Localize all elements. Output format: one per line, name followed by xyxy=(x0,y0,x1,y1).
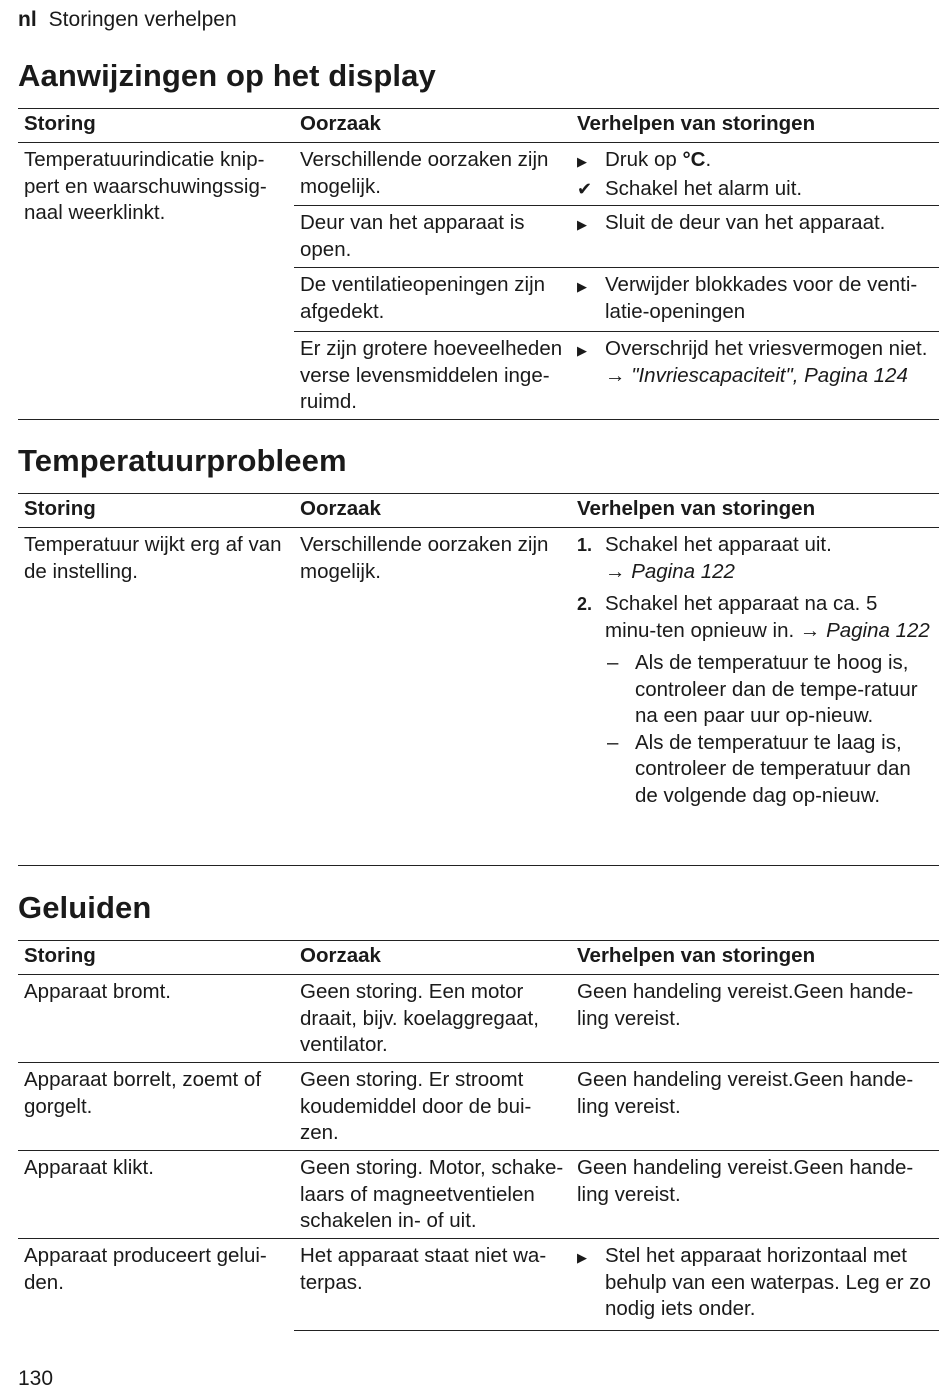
dash-bullet: – xyxy=(607,651,619,674)
step-number: 1. xyxy=(577,535,593,555)
col-storing: Storing xyxy=(18,109,294,143)
page-header xyxy=(18,8,237,32)
col-oorzaak: Oorzaak xyxy=(294,494,571,528)
cause-cell: De ventilatieopeningen zijn afgedekt. xyxy=(294,268,571,332)
cause-cell: Geen storing. Motor, schake-laars of magneetventielen schakelen in- of uit. xyxy=(294,1151,571,1239)
sub-item: Als de temperatuur te laag is, controleer de temperatuur dan de volgende dag op-nieuw. xyxy=(635,730,911,807)
table-temperatuur xyxy=(18,493,939,866)
page-reference-link[interactable]: → Pagina 122 xyxy=(605,559,735,583)
section-title: Storingen verhelpen xyxy=(48,8,237,31)
arrow-right-icon: → xyxy=(605,363,632,387)
storing-cell: Apparaat borrelt, zoemt of gorgelt. xyxy=(18,1063,294,1151)
action-cell: ▶ Druk op °C. ✔ Schakel het alarm uit. xyxy=(571,143,939,206)
cause-cell: Verschillende oorzaken zijn mogelijk. xyxy=(294,143,571,206)
cause-cell: Deur van het apparaat is open. xyxy=(294,206,571,268)
heading-geluiden: Geluiden xyxy=(18,890,152,925)
col-storing: Storing xyxy=(18,941,294,975)
page-number: 130 xyxy=(18,1367,54,1390)
sub-item: Als de temperatuur te hoog is, controleer dan de tempe-ratuur na een paar uur op-nieuw. xyxy=(635,651,918,727)
action-cell: ▶ Sluit de deur van het apparaat. xyxy=(571,206,939,268)
storing-cell: Apparaat produceert gelui-den. xyxy=(24,1244,267,1294)
arrow-right-icon: → xyxy=(605,559,632,583)
table-display xyxy=(18,108,939,420)
triangle-bullet-icon: ▶ xyxy=(577,217,587,232)
triangle-bullet-icon: ▶ xyxy=(577,279,587,294)
cause-cell: Het apparaat staat niet wa-terpas. xyxy=(294,1239,571,1331)
cause-cell: Geen storing. Een motor draait, bijv. koelaggregaat, ventilator. xyxy=(294,975,571,1063)
arrow-right-icon: → xyxy=(794,618,827,642)
action-cell: 1. Schakel het apparaat uit. → Pagina 122 2. Schakel het apparaat na ca. 5 minu-ten opnieuw in. → Pagina 122 – Als de temperatuur te hoog is, controleer dan de tempe-ratuur na een paar uur op-nieuw. – Als de temperatuur te laag is, controleer de temperatuur dan de volgende dag op-nieuw. xyxy=(571,528,939,866)
cause-cell: Er zijn grotere hoeveelheden verse levensmiddelen inge-ruimd. xyxy=(294,332,571,420)
storing-cell: Apparaat klikt. xyxy=(18,1151,294,1239)
storing-cell: Apparaat bromt. xyxy=(18,975,294,1063)
page-reference-link[interactable]: → "Invriescapaciteit", Pagina 124 xyxy=(605,363,908,387)
action-cell: Geen handeling vereist.Geen hande-ling vereist. xyxy=(571,975,939,1063)
action-cell: Geen handeling vereist.Geen hande-ling vereist. xyxy=(571,1151,939,1239)
col-verhelpen: Verhelpen van storingen xyxy=(571,494,939,528)
degree-celsius-key: °C xyxy=(682,148,706,171)
action-cell: ▶ Stel het apparaat horizontaal met behulp van een waterpas. Leg er zo nodig iets onder. xyxy=(571,1239,939,1331)
action-cell: ▶ Verwijder blokkades voor de venti-latie-openingen xyxy=(571,268,939,332)
heading-temperatuur: Temperatuurprobleem xyxy=(18,443,347,478)
storing-cell: Temperatuur wijkt erg af van de instelling. xyxy=(18,528,294,866)
col-storing: Storing xyxy=(18,494,294,528)
checkmark-icon: ✔ xyxy=(577,178,593,199)
language-code: nl xyxy=(18,8,37,31)
cause-cell: Verschillende oorzaken zijn mogelijk. xyxy=(294,528,571,866)
heading-display: Aanwijzingen op het display xyxy=(18,58,436,93)
triangle-bullet-icon: ▶ xyxy=(577,1250,587,1265)
triangle-bullet-icon: ▶ xyxy=(577,154,587,169)
triangle-bullet-icon: ▶ xyxy=(577,343,587,358)
storing-cell: Temperatuurindicatie knip-pert en waarschuwingssig-naal weerklinkt. xyxy=(18,143,294,420)
col-oorzaak: Oorzaak xyxy=(294,109,571,143)
table-geluiden xyxy=(18,940,939,1331)
cause-cell: Geen storing. Er stroomt koudemiddel door de bui-zen. xyxy=(294,1063,571,1151)
col-verhelpen: Verhelpen van storingen xyxy=(571,941,939,975)
action-cell: ▶ Overschrijd het vriesvermogen niet. → "Invriescapaciteit", Pagina 124 xyxy=(571,332,939,420)
col-oorzaak: Oorzaak xyxy=(294,941,571,975)
step-number: 2. xyxy=(577,594,593,614)
action-cell: Geen handeling vereist.Geen hande-ling vereist. xyxy=(571,1063,939,1151)
col-verhelpen: Verhelpen van storingen xyxy=(571,109,939,143)
page-reference-link[interactable]: → Pagina 122 xyxy=(794,618,930,642)
dash-bullet: – xyxy=(607,730,619,754)
